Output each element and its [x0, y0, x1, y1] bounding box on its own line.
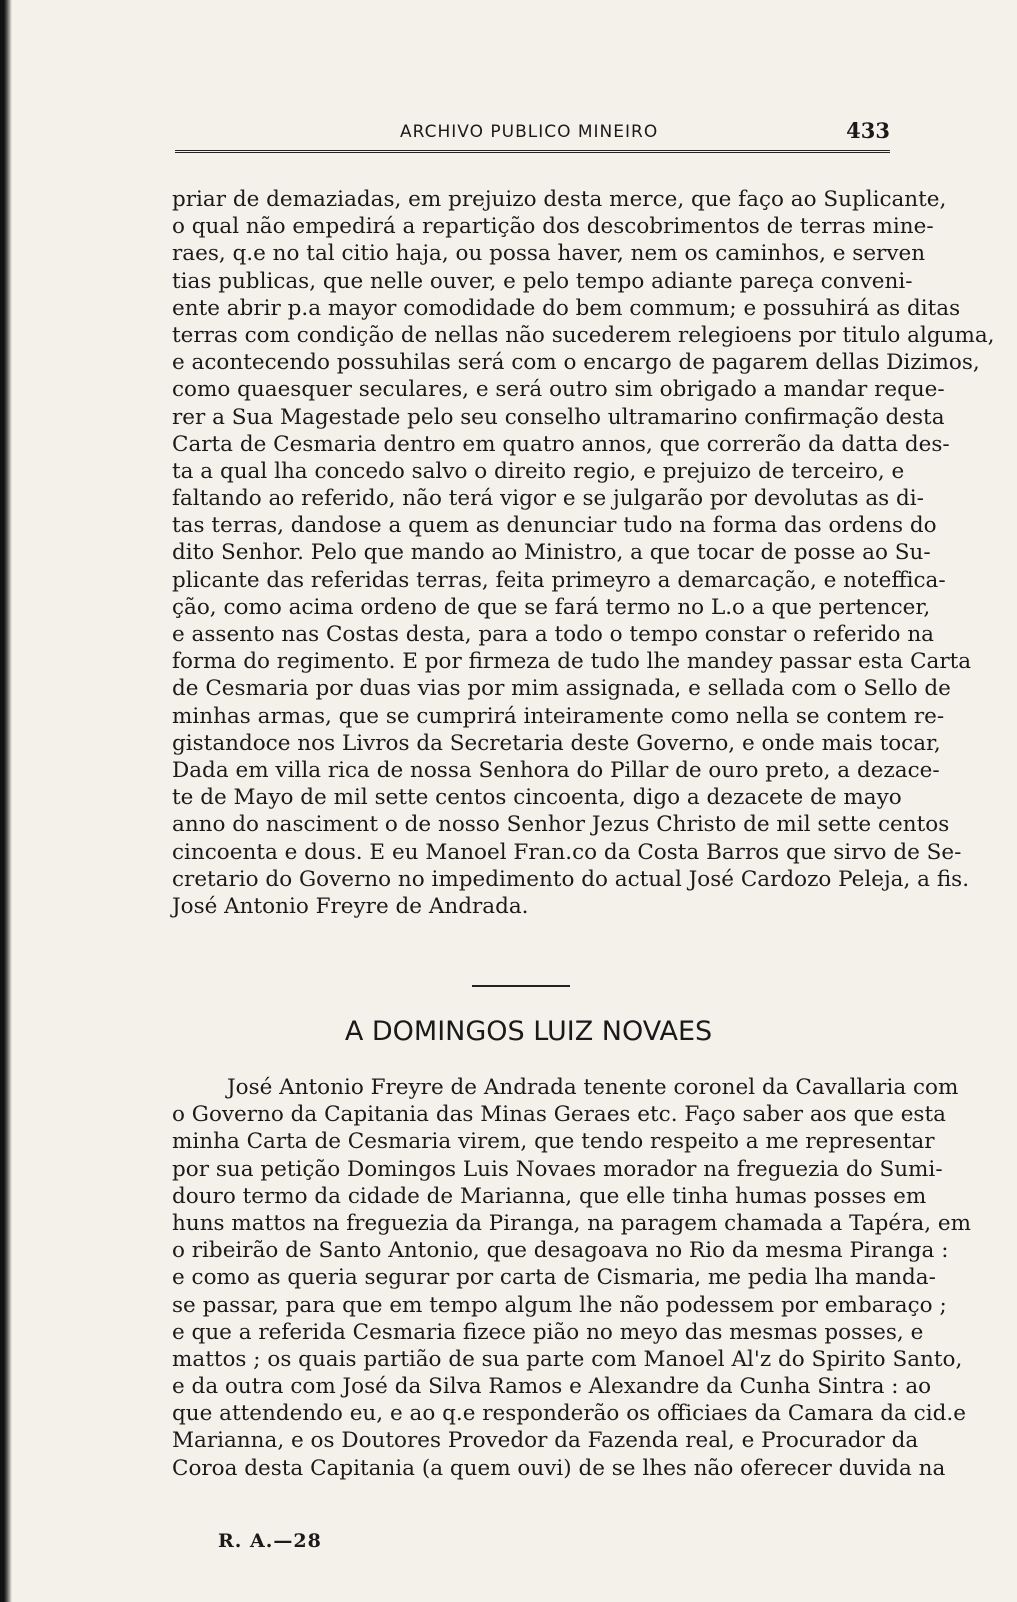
text-line: gistandoce nos Livros da Secretaria deste Governo, e onde mais tocar,	[172, 730, 941, 756]
text-line: de Cesmaria por duas vias por mim assignada, e sellada com o Sello de	[172, 676, 951, 702]
text-line: cretario do Governo no impedimento do actual José Cardozo Peleja, a fis.	[172, 866, 970, 892]
text-line: e assento nas Costas desta, para a todo o tempo constar o referido na	[172, 622, 934, 647]
text-line: faltando ao referido, não terá vigor e se julgarão por devolutas as di-	[172, 486, 924, 512]
text-line: Coroa desta Capitania (a quem ouvi) de se lhes não oferecer duvida na	[172, 1455, 946, 1481]
text-line: ção, como acima ordeno de que se fará termo no L.o a que pertencer,	[172, 594, 931, 620]
text-line: minha Carta de Cesmaria virem, que tendo respeito a me representar	[172, 1129, 935, 1155]
section-body-text	[172, 1074, 972, 1482]
section-divider	[472, 985, 570, 987]
text-line: te de Mayo de mil sette centos cincoenta, digo a dezacete de mayo	[172, 785, 902, 811]
text-line: dito Senhor. Pelo que mando ao Ministro, a que tocar de posse ao Su-	[172, 540, 931, 566]
text-line: Dada em villa rica de nossa Senhora do Pillar de ouro preto, a dezace-	[172, 757, 940, 783]
text-line: Carta de Cesmaria dentro em quatro annos, que correrão da datta des-	[172, 431, 950, 457]
text-line: mattos ; os quais partião de sua parte com Manoel Al'z do Spirito Santo,	[172, 1346, 963, 1372]
text-line: o qual não empedirá a repartição dos descobrimentos de terras mine-	[172, 214, 934, 240]
text-line: e acontecendo possuhilas será com o encargo de pagarem dellas Dizimos,	[172, 350, 980, 376]
page-number: 433	[846, 118, 890, 143]
text-line: e como as queria segurar por carta de Cismaria, me pedia lha manda-	[172, 1265, 936, 1291]
text-line: José Antonio Freyre de Andrada tenente coronel da Cavallaria com	[227, 1075, 959, 1100]
text-line: priar de demaziadas, em prejuizo desta merce, que faço ao Suplicante,	[172, 187, 947, 212]
text-line: José Antonio Freyre de Andrada.	[172, 893, 529, 919]
printer-signature-mark: R. A.—28	[218, 1530, 322, 1552]
header-rule	[175, 150, 890, 153]
body-text	[172, 186, 995, 920]
text-line: por sua petição Domingos Luis Novaes morador na freguezia do Sumi-	[172, 1156, 943, 1182]
text-line: tias publicas, que nelle ouver, e pelo tempo adiante pareça conveni-	[172, 268, 913, 294]
text-line: se passar, para que em tempo algum lhe não podessem por embaraço ;	[172, 1292, 947, 1318]
text-line: rer a Sua Magestade pelo seu conselho ultramarino confirmação desta	[172, 404, 945, 430]
text-line: tas terras, dandose a quem as denunciar tudo na forma das ordens do	[172, 513, 937, 539]
text-line: e que a referida Cesmaria fizece pião no meyo das mesmas posses, e	[172, 1319, 924, 1345]
text-line: ta a qual lha concedo salvo o direito regio, e prejuizo de terceiro, e	[172, 458, 905, 484]
text-line: cincoenta e dous. E eu Manoel Fran.co da Costa Barros que sirvo de Se-	[172, 839, 962, 865]
text-line: anno do nasciment o de nosso Senhor Jezus Christo de mil sette centos	[172, 812, 950, 838]
text-line: terras com condição de nellas não sucederem relegioens por titulo alguma,	[172, 322, 995, 348]
running-head: ARCHIVO PUBLICO MINEIRO	[400, 122, 659, 142]
text-line: o Governo da Capitania das Minas Geraes etc. Faço saber aos que esta	[172, 1102, 946, 1128]
text-line: e da outra com José da Silva Ramos e Alexandre da Cunha Sintra : ao	[172, 1374, 932, 1400]
text-line: como quaesquer seculares, e será outro sim obrigado a mandar reque-	[172, 377, 945, 403]
text-line: plicante das referidas terras, feita primeyro a demarcação, e noteffica-	[172, 567, 946, 593]
text-line: raes, q.e no tal citio haja, ou possa haver, nem os caminhos, e serven	[172, 241, 926, 267]
section-title: A DOMINGOS LUIZ NOVAES	[344, 1016, 713, 1047]
text-line: ente abrir p.a mayor comodidade do bem commum; e possuhirá as ditas	[172, 295, 961, 321]
text-line: Marianna, e os Doutores Provedor da Fazenda real, e Procurador da	[172, 1428, 919, 1454]
text-line: que attendendo eu, e ao q.e responderão os officiaes da Camara da cid.e	[172, 1401, 966, 1427]
text-line: minhas armas, que se cumprirá inteiramente como nella se contem re-	[172, 703, 945, 729]
page-header	[175, 118, 890, 152]
text-line: huns mattos na freguezia da Piranga, na paragem chamada a Tapéra, em	[172, 1210, 972, 1236]
text-line: forma do regimento. E por firmeza de tudo lhe mandey passar esta Carta	[172, 649, 972, 675]
text-line: o ribeirão de Santo Antonio, que desagoava no Rio da mesma Piranga :	[172, 1238, 949, 1264]
text-line: douro termo da cidade de Marianna, que elle tinha humas posses em	[172, 1183, 927, 1209]
binding-edge	[0, 0, 12, 1602]
